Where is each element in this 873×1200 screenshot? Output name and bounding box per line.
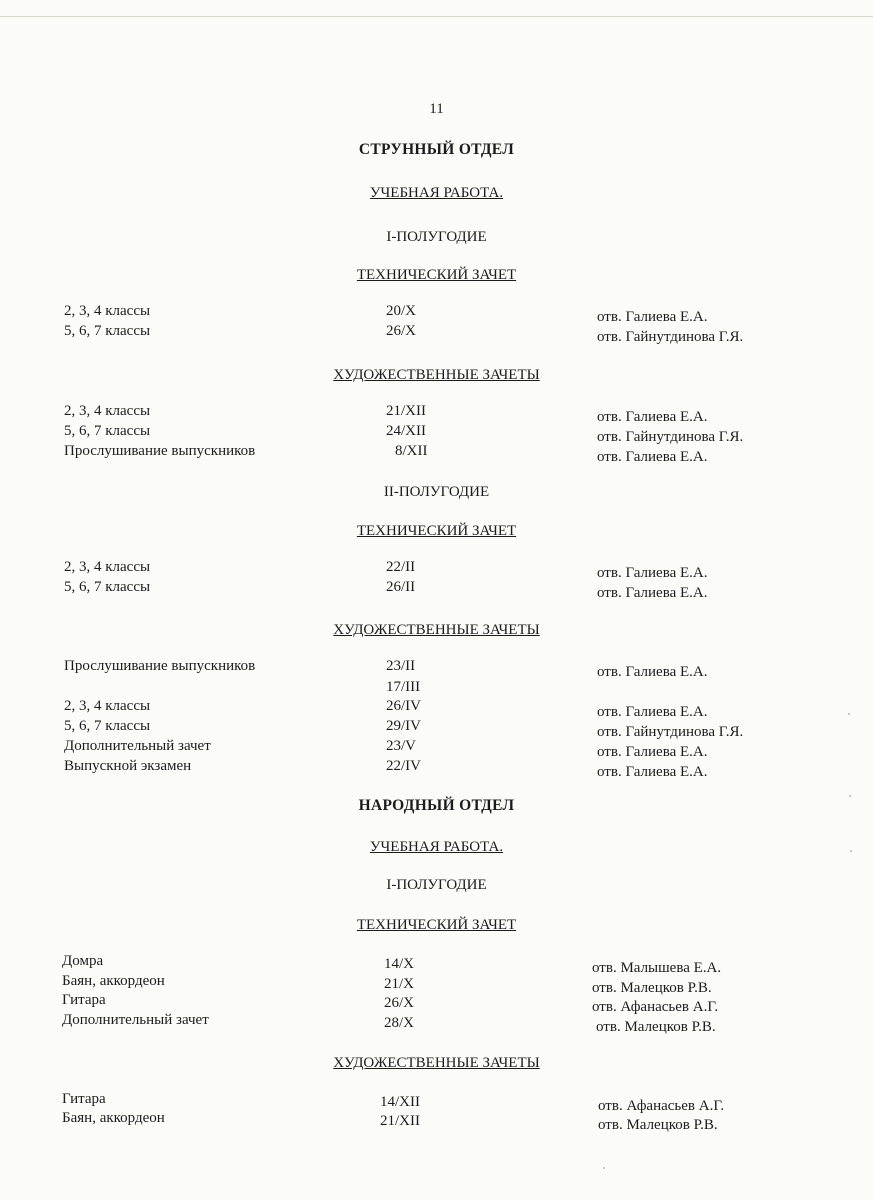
row-label: 2, 3, 4 классы	[64, 698, 151, 714]
table-row	[0, 757, 873, 780]
table-row	[0, 402, 873, 425]
row-responsible: отв. Галиева Е.А.	[597, 409, 708, 425]
row-date: 14/XII	[380, 1094, 420, 1110]
table-row	[0, 972, 873, 996]
row-date: 21/X	[384, 976, 414, 992]
row-responsible: отв. Малецков Р.В.	[596, 1019, 716, 1035]
row-date: 23/V	[386, 738, 416, 754]
row-date: 20/X	[386, 303, 416, 319]
scan-speck	[603, 1167, 605, 1169]
row-date: 14/X	[384, 956, 414, 972]
scan-speck	[848, 713, 850, 715]
row-date: 21/XII	[380, 1113, 420, 1129]
table-row	[0, 657, 873, 680]
row-label: 2, 3, 4 классы	[64, 303, 151, 319]
row-date: 17/III	[386, 679, 421, 695]
row-responsible: отв. Галиева Е.А.	[597, 704, 708, 720]
strings-half2-tech-heading: ТЕХНИЧЕСКИЙ ЗАЧЕТ	[356, 523, 517, 539]
row-responsible: отв. Галиева Е.А.	[597, 309, 708, 325]
row-responsible: отв. Галиева Е.А.	[597, 764, 708, 780]
table-row	[0, 302, 873, 325]
strings-half1-art-heading: ХУДОЖЕСТВЕННЫЕ ЗАЧЕТЫ	[333, 367, 540, 383]
folk-dept-title: НАРОДНЫЙ ОТДЕЛ	[358, 797, 515, 814]
row-responsible: отв. Галиева Е.А.	[597, 565, 708, 581]
scan-speck	[850, 850, 852, 852]
row-responsible: отв. Афанасьев А.Г.	[592, 999, 719, 1015]
row-responsible: отв. Гайнутдинова Г.Я.	[597, 329, 744, 345]
row-label: Дополнительный зачет	[64, 738, 211, 754]
strings-half1-heading: I-ПОЛУГОДИЕ	[386, 229, 487, 245]
scan-speck	[849, 795, 851, 797]
table-row	[0, 1109, 873, 1133]
row-label: 5, 6, 7 классы	[64, 323, 151, 339]
row-label: 5, 6, 7 классы	[64, 423, 151, 439]
row-date: 22/IV	[386, 758, 421, 774]
row-label: Баян, аккордеон	[62, 1110, 165, 1126]
row-responsible: отв. Малецков Р.В.	[598, 1117, 718, 1133]
table-row	[0, 1090, 873, 1114]
strings-dept-title: СТРУННЫЙ ОТДЕЛ	[358, 141, 515, 158]
table-row	[0, 578, 873, 601]
row-label: Прослушивание выпускников	[64, 443, 256, 459]
row-responsible: отв. Галиева Е.А.	[597, 449, 708, 465]
row-label: 5, 6, 7 классы	[64, 579, 151, 595]
row-date: 26/X	[386, 323, 416, 339]
row-responsible: отв. Гайнутдинова Г.Я.	[597, 724, 744, 740]
row-responsible: отв. Афанасьев А.Г.	[598, 1098, 725, 1114]
table-row	[0, 952, 873, 976]
page-number: 11	[429, 101, 444, 117]
row-date: 29/IV	[386, 718, 421, 734]
table-row	[0, 322, 873, 345]
row-label: 2, 3, 4 классы	[64, 559, 151, 575]
row-label: Дополнительный зачет	[62, 1012, 209, 1028]
row-date: 23/II	[386, 658, 416, 674]
table-row	[0, 737, 873, 760]
strings-work-heading: УЧЕБНАЯ РАБОТА.	[369, 185, 504, 201]
row-label: 2, 3, 4 классы	[64, 403, 151, 419]
row-responsible: отв. Галиева Е.А.	[597, 664, 708, 680]
folk-half1-tech-heading: ТЕХНИЧЕСКИЙ ЗАЧЕТ	[356, 917, 517, 933]
row-responsible: отв. Гайнутдинова Г.Я.	[597, 429, 744, 445]
row-date: 21/XII	[386, 403, 426, 419]
table-row	[0, 697, 873, 720]
row-responsible: отв. Галиева Е.А.	[597, 585, 708, 601]
table-row	[0, 422, 873, 445]
table-row	[0, 1011, 873, 1035]
row-date: 26/II	[386, 579, 416, 595]
strings-half2-heading: II-ПОЛУГОДИЕ	[383, 484, 490, 500]
table-row	[0, 717, 873, 740]
row-label: Баян, аккордеон	[62, 973, 165, 989]
row-date: 24/XII	[386, 423, 426, 439]
row-label: Гитара	[62, 992, 106, 1008]
row-responsible: отв. Галиева Е.А.	[597, 744, 708, 760]
row-date: 22/II	[386, 559, 416, 575]
folk-half1-heading: I-ПОЛУГОДИЕ	[386, 877, 487, 893]
row-label: Домра	[62, 953, 104, 969]
table-row	[0, 442, 873, 465]
strings-half1-tech-heading: ТЕХНИЧЕСКИЙ ЗАЧЕТ	[356, 267, 517, 283]
row-label: Гитара	[62, 1091, 106, 1107]
scan-top-edge	[0, 16, 873, 17]
row-label: Прослушивание выпускников	[64, 658, 256, 674]
folk-half1-art-heading: ХУДОЖЕСТВЕННЫЕ ЗАЧЕТЫ	[333, 1055, 540, 1071]
table-row	[0, 678, 873, 698]
table-row	[0, 991, 873, 1015]
row-date: 8/XII	[395, 443, 428, 459]
row-responsible: отв. Малышева Е.А.	[592, 960, 722, 976]
row-date: 26/X	[384, 995, 414, 1011]
folk-work-heading: УЧЕБНАЯ РАБОТА.	[369, 839, 504, 855]
row-date: 28/X	[384, 1015, 414, 1031]
row-responsible: отв. Малецков Р.В.	[592, 980, 712, 996]
strings-half2-art-heading: ХУДОЖЕСТВЕННЫЕ ЗАЧЕТЫ	[333, 622, 540, 638]
row-date: 26/IV	[386, 698, 421, 714]
row-label: Выпускной экзамен	[64, 758, 192, 774]
row-label: 5, 6, 7 классы	[64, 718, 151, 734]
table-row	[0, 558, 873, 581]
